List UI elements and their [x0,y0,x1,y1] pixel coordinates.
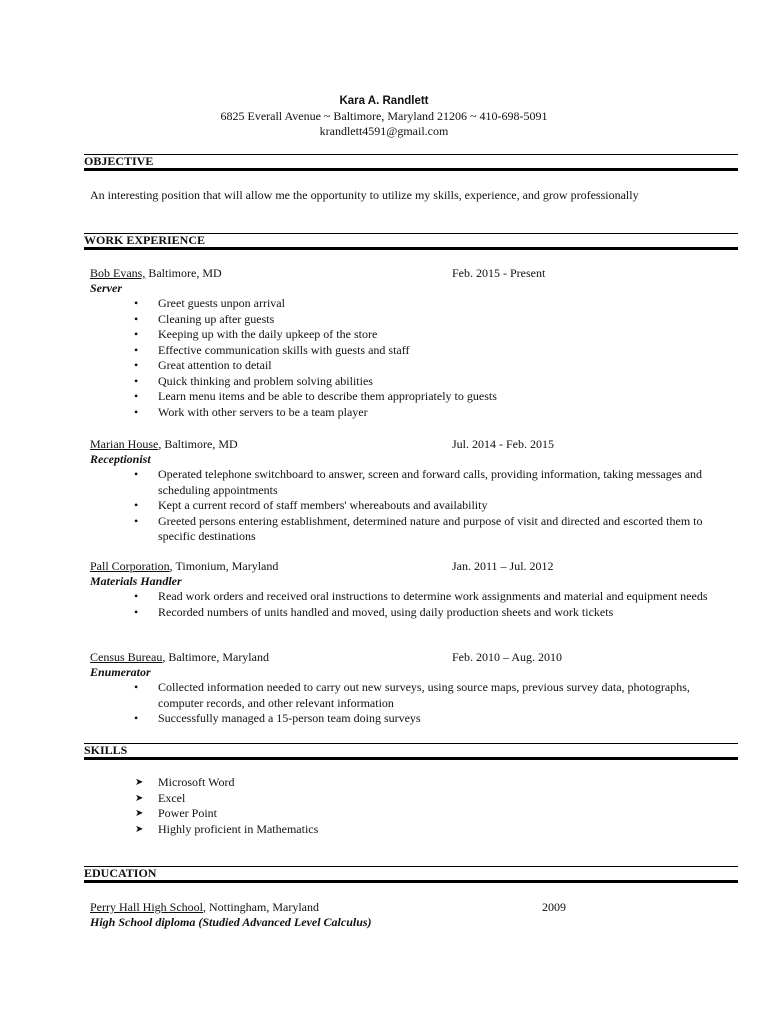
divider-thin [84,866,738,880]
list-item [90,296,730,312]
bullet-icon: • [134,389,139,403]
skill-text: Power Point [158,806,218,820]
bullet-icon: • [134,404,139,419]
list-item [90,589,730,605]
arrow-bullet-icon: ➤ [135,808,144,819]
list-item [90,806,730,822]
job-role: Materials Handler [90,574,182,588]
bullet-icon: • [134,358,139,372]
divider-thin [84,154,738,168]
duty-text: Work with other servers to be a team player [158,404,368,419]
arrow-bullet-icon: ➤ [135,792,144,804]
list-item [90,775,730,791]
list-item [90,405,730,421]
bullet-icon: • [134,498,139,512]
section-title: OBJECTIVE [84,154,154,168]
job-dates: Feb. 2015 - Present [452,266,546,280]
bullet-icon: • [134,311,139,326]
diploma: High School diploma (Studied Advanced Level Calculus) [90,915,372,929]
section-objective-heading [84,154,738,171]
job-duties [90,296,730,420]
employer-location: Baltimore, MD [145,266,222,280]
contact-email: krandlett4591@gmail.com [319,124,449,138]
employer-location: , Baltimore, MD [158,437,238,451]
list-item [90,514,730,545]
education-entry [90,900,730,930]
list-item [90,312,730,328]
contact-address: 6825 Everall Avenue ~ Baltimore, Maryland 21206 ~ 410-698-5091 [220,109,548,123]
divider-thick [84,247,738,250]
duty-text: Greeted persons entering establishment, determined nature and purpose of visit and directed and escorted them to specific destinations [158,513,703,543]
duty-text: Read work orders and received oral instructions to determine work assignments and material and equipment needs [158,589,708,603]
bullet-icon: • [134,604,139,619]
resume-header [0,93,768,139]
duty-text: Greet guests unpon arrival [158,296,285,310]
graduation-year: 2009 [542,900,566,914]
job-header [90,650,730,665]
divider-thick [84,880,738,883]
candidate-name: Kara A. Randlett [339,95,429,107]
job-dates: Feb. 2010 – Aug. 2010 [452,650,563,664]
section-title: WORK EXPERIENCE [84,233,206,247]
duty-text: Recorded numbers of units handled and moved, using daily production sheets and work tickets [158,604,614,619]
section-education-heading [84,866,738,883]
arrow-bullet-icon: ➤ [135,777,144,788]
duty-text: Collected information needed to carry out new surveys, using source maps, previous survey data, photographs, computer records, and other relevant information [158,680,690,710]
arrow-bullet-icon: ➤ [135,823,144,835]
duty-text: Cleaning up after guests [158,311,275,326]
duty-text: Operated telephone switchboard to answer, screen and forward calls, providing information, taking messages and scheduling appointments [158,467,703,497]
bullet-icon: • [134,373,139,388]
bullet-icon: • [134,513,139,528]
job-dates: Jul. 2014 - Feb. 2015 [452,437,554,451]
skills-list-block [90,775,730,837]
employer-name: Census Bureau [90,650,163,664]
skill-text: Excel [158,790,186,805]
duty-text: Great attention to detail [158,358,272,372]
duty-text: Keeping up with the daily upkeep of the store [158,327,378,341]
bullet-icon: • [134,327,139,341]
job-entry [90,437,730,545]
list-item [90,389,730,405]
bullet-icon: • [134,296,139,310]
duty-text: Effective communication skills with guests and staff [158,342,410,357]
list-item [90,467,730,498]
skill-text: Highly proficient in Mathematics [158,821,319,836]
section-work-heading [84,233,738,250]
list-item [90,498,730,514]
employer-name: Bob Evans, [90,266,146,280]
job-entry [90,266,730,420]
list-item [90,358,730,374]
job-role: Server [90,281,122,295]
duty-text: Quick thinking and problem solving abilities [158,373,373,388]
list-item [90,680,730,711]
job-duties [90,589,730,620]
job-header [90,437,730,452]
divider-thick [84,757,738,760]
job-entry [90,650,730,727]
job-entry [90,559,730,620]
job-role: Enumerator [90,665,151,679]
school-name: Perry Hall High School [90,900,203,914]
divider-thin [84,743,738,757]
employer-location: , Timonium, Maryland [169,559,279,573]
job-dates: Jan. 2011 – Jul. 2012 [452,559,554,573]
bullet-icon: • [134,589,139,603]
bullet-icon: • [134,711,139,725]
bullet-icon: • [134,680,139,694]
skills-list [90,775,730,837]
list-item [90,822,730,838]
employer-location: , Baltimore, Maryland [162,650,269,664]
list-item [90,343,730,359]
duty-text: Learn menu items and be able to describe them appropriately to guests [158,389,497,403]
job-role: Receptionist [90,452,151,466]
job-header [90,559,730,574]
job-duties [90,680,730,727]
school-location: , Nottingham, Maryland [203,900,319,914]
education-header [90,900,730,915]
list-item [90,374,730,390]
bullet-icon: • [134,467,139,481]
list-item [90,605,730,621]
bullet-icon: • [134,342,139,357]
duty-text: Successfully managed a 15-person team doing surveys [158,711,421,725]
section-skills-heading [84,743,738,760]
section-title: EDUCATION [84,866,157,880]
job-duties [90,467,730,545]
skill-text: Microsoft Word [158,775,235,789]
list-item [90,327,730,343]
employer-name: Marian House [90,437,159,451]
list-item [90,711,730,727]
job-header [90,266,730,281]
list-item [90,791,730,807]
employer-name: Pall Corporation [90,559,170,573]
divider-thick [84,168,738,171]
section-title: SKILLS [84,743,128,757]
duty-text: Kept a current record of staff members' whereabouts and availability [158,498,488,512]
objective-text: An interesting position that will allow me the opportunity to utilize my skills, experience, and grow professionally [90,188,639,202]
